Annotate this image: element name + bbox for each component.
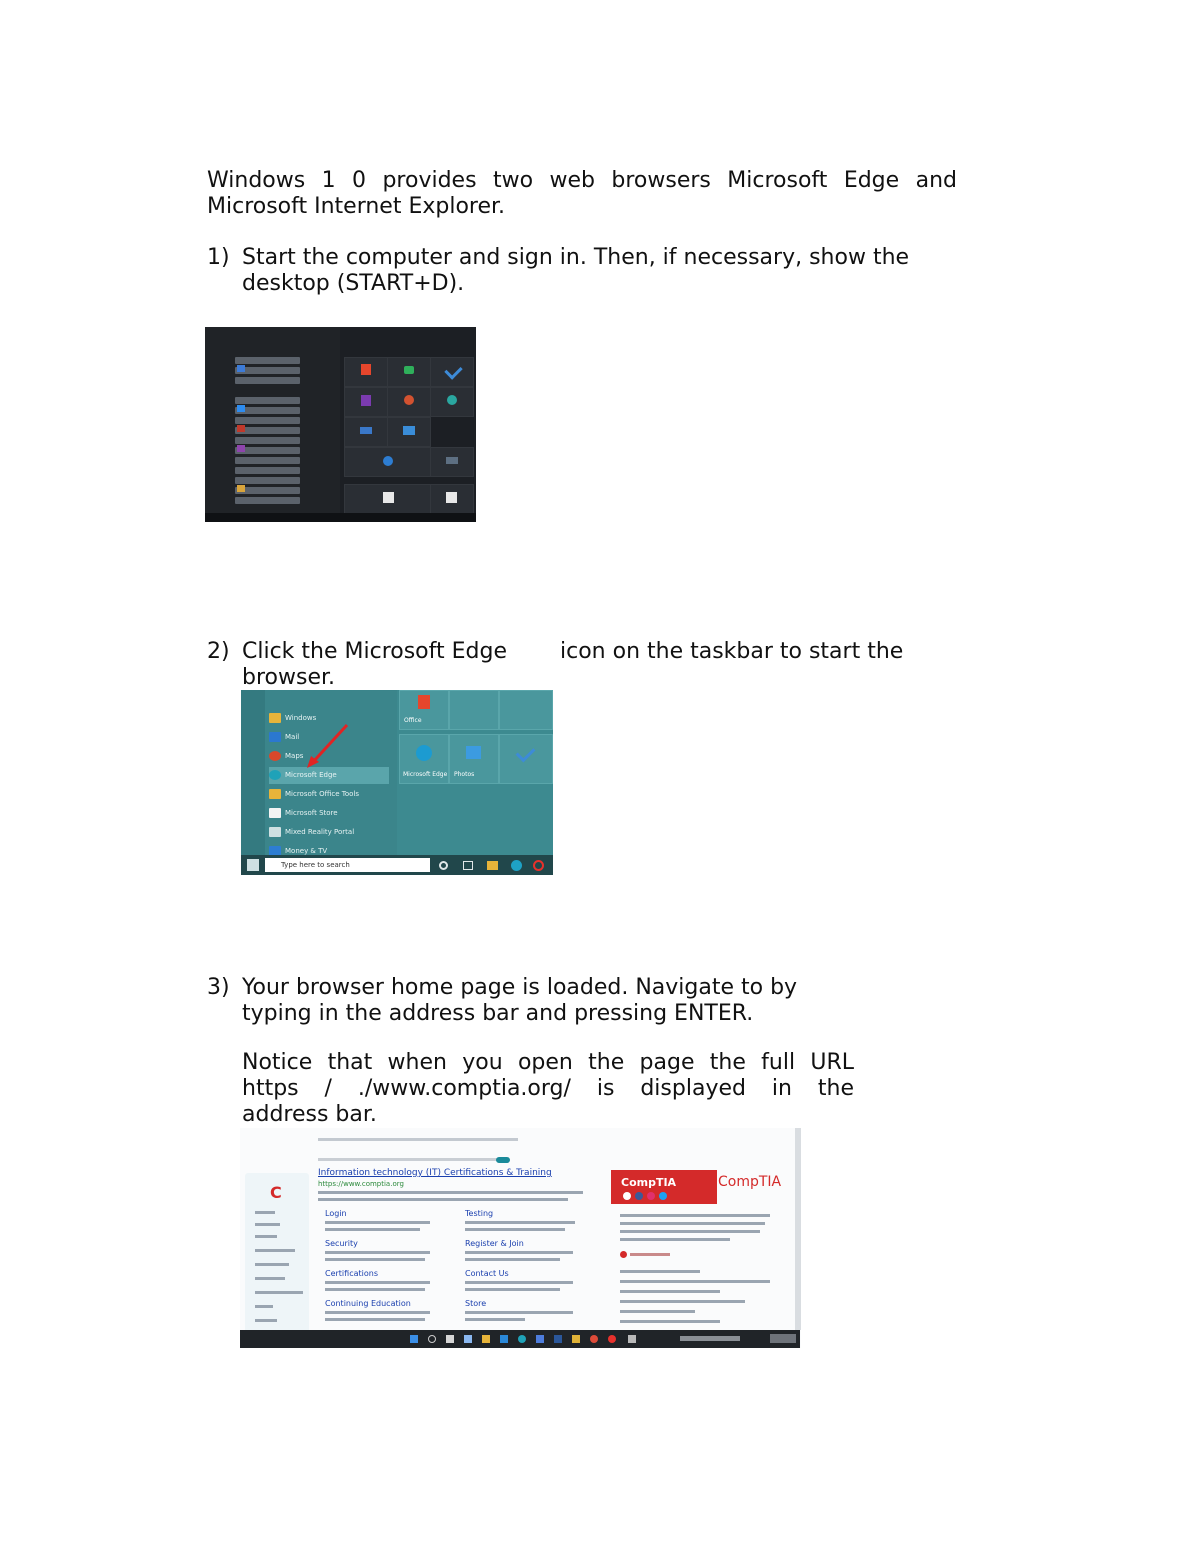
mail-tile[interactable] xyxy=(344,417,388,447)
panel-text xyxy=(620,1222,765,1225)
app-list-item xyxy=(235,477,300,484)
app-list-item[interactable]: Microsoft Store xyxy=(269,805,389,822)
folder-icon xyxy=(269,789,281,799)
task-view-icon[interactable] xyxy=(463,861,473,870)
opera-icon[interactable] xyxy=(533,860,544,871)
edge-taskbar-icon[interactable] xyxy=(518,1335,526,1343)
edge-tile[interactable]: Microsoft Edge xyxy=(399,734,449,784)
sidebar-link xyxy=(255,1263,289,1266)
sidebar-link xyxy=(255,1319,277,1322)
app-list-item xyxy=(235,397,300,404)
intro-line-2: Microsoft Internet Explorer. xyxy=(207,194,506,219)
todo-tile[interactable] xyxy=(499,734,553,784)
step-2-line-2: browser. xyxy=(242,665,335,690)
sidebar-link xyxy=(255,1305,273,1308)
app-icon[interactable] xyxy=(628,1335,636,1343)
sitelink[interactable]: Login xyxy=(325,1209,347,1218)
notice-line-2: https / ./www.comptia.org/ is displayed in the xyxy=(242,1076,854,1101)
notice-line-1: Notice that when you open the page the full URL xyxy=(242,1050,854,1075)
toggle[interactable] xyxy=(496,1157,510,1163)
panel-text xyxy=(620,1300,745,1303)
step-1-number: 1) xyxy=(207,245,230,270)
app-tile[interactable] xyxy=(430,447,474,477)
app-tile[interactable] xyxy=(430,484,474,514)
movies-tile[interactable] xyxy=(344,447,431,477)
scrollbar[interactable] xyxy=(795,1128,801,1330)
result-snippet xyxy=(318,1198,568,1201)
panel-text xyxy=(620,1290,720,1293)
notice-line-3: address bar. xyxy=(242,1102,377,1127)
sitelink-snippet xyxy=(325,1221,430,1224)
sidebar-panel xyxy=(245,1173,309,1333)
sitelink-snippet xyxy=(325,1288,425,1291)
results-count xyxy=(318,1158,498,1161)
folder-icon xyxy=(269,713,281,723)
app-list-item[interactable]: Windows xyxy=(269,710,389,727)
taskbar-search-input[interactable]: Type here to search xyxy=(265,858,430,872)
app-list-item[interactable]: Microsoft Office Tools xyxy=(269,786,389,803)
taskbar xyxy=(240,1330,800,1348)
sitelink[interactable]: Continuing Education xyxy=(325,1299,411,1308)
result-title-link[interactable]: Information technology (IT) Certifications & Training xyxy=(318,1168,552,1178)
sitelink[interactable]: Certifications xyxy=(325,1269,378,1278)
sidebar-link xyxy=(255,1291,303,1294)
sidebar-link xyxy=(255,1277,285,1280)
site-favicon: C xyxy=(270,1183,282,1202)
app-list-item-edge[interactable]: Microsoft Edge xyxy=(269,767,389,784)
file-explorer-icon[interactable] xyxy=(482,1335,490,1343)
search-tabs xyxy=(318,1138,518,1141)
app-tile[interactable] xyxy=(499,690,553,730)
sitelink-snippet xyxy=(465,1288,560,1291)
edge-icon xyxy=(269,770,281,780)
clock xyxy=(770,1334,796,1343)
sitelink-snippet xyxy=(325,1258,425,1261)
windows-start-icon[interactable] xyxy=(410,1335,418,1343)
task-view-icon[interactable] xyxy=(446,1335,454,1343)
app-icon[interactable] xyxy=(572,1335,580,1343)
panel-text xyxy=(630,1253,670,1256)
panel-text xyxy=(620,1270,700,1273)
edge-start-menu-screenshot xyxy=(241,690,553,875)
app-tile[interactable] xyxy=(449,690,499,730)
app-list-item xyxy=(235,377,300,384)
panel-text xyxy=(620,1230,760,1233)
edge-tile[interactable] xyxy=(430,387,474,417)
sidebar-link xyxy=(255,1249,295,1252)
app-icon[interactable] xyxy=(500,1335,508,1343)
powerpoint-tile[interactable] xyxy=(387,387,431,417)
file-explorer-icon[interactable] xyxy=(487,861,498,870)
app-list-item xyxy=(235,467,300,474)
app-list-item[interactable]: Money & TV xyxy=(269,843,389,855)
store-icon xyxy=(269,808,281,818)
store-tile[interactable] xyxy=(344,484,431,514)
maps-icon xyxy=(269,751,281,761)
wikipedia-icon xyxy=(620,1251,627,1258)
sitelink-snippet xyxy=(465,1258,560,1261)
sitelink-snippet xyxy=(465,1221,575,1224)
app-list-item[interactable]: Mail xyxy=(269,729,389,746)
social-icon[interactable] xyxy=(635,1192,643,1200)
sitelink[interactable]: Security xyxy=(325,1239,358,1248)
app-tile[interactable] xyxy=(387,357,431,387)
word-icon[interactable] xyxy=(554,1335,562,1343)
search-icon[interactable] xyxy=(428,1335,436,1343)
sitelink-snippet xyxy=(465,1281,573,1284)
step-3-line-1: Your browser home page is loaded. Navigate to by xyxy=(242,975,798,1000)
app-icon[interactable] xyxy=(536,1335,544,1343)
result-url[interactable]: https://www.comptia.org xyxy=(318,1180,404,1188)
step-1-line-2: desktop (START+D). xyxy=(242,271,465,296)
sitelink[interactable]: Register & Join xyxy=(465,1239,524,1248)
mixed-reality-icon xyxy=(269,827,281,837)
opera-icon[interactable] xyxy=(608,1335,616,1343)
sitelink-snippet xyxy=(465,1311,573,1314)
start-menu-screenshot xyxy=(205,327,476,522)
browser-search-screenshot xyxy=(240,1128,801,1348)
sitelink[interactable]: Contact Us xyxy=(465,1269,509,1278)
windows-start-icon[interactable] xyxy=(247,859,259,871)
sitelink[interactable]: Testing xyxy=(465,1209,494,1218)
step-2-line-1: Click the Microsoft Edge xyxy=(242,639,507,664)
sitelink-snippet xyxy=(465,1318,525,1321)
mail-icon xyxy=(269,732,281,742)
panel-text xyxy=(620,1280,770,1283)
sitelink-snippet xyxy=(325,1228,420,1231)
taskbar xyxy=(205,513,476,522)
app-icon xyxy=(237,445,245,452)
social-icon[interactable] xyxy=(647,1192,655,1200)
app-list-item xyxy=(235,497,300,504)
intro-line-1: Windows 1 0 provides two web browsers Microsoft Edge and xyxy=(207,168,957,193)
sitelink-snippet xyxy=(325,1281,430,1284)
comptia-brand: CompTIA xyxy=(718,1174,782,1190)
widgets-icon[interactable] xyxy=(464,1335,472,1343)
photos-tile[interactable] xyxy=(387,417,431,447)
red-arrow-icon xyxy=(301,722,351,772)
comptia-logo-tile: CompTIA xyxy=(611,1170,717,1204)
app-icon xyxy=(237,365,245,372)
app-list-item xyxy=(235,437,300,444)
step-3-line-2: typing in the address bar and pressing ENTER. xyxy=(242,1001,754,1026)
photos-tile[interactable]: Photos xyxy=(449,734,499,784)
app-list-item[interactable]: Mixed Reality Portal xyxy=(269,824,389,841)
app-list-item xyxy=(235,357,300,364)
sidebar-link xyxy=(255,1235,277,1238)
social-icon[interactable] xyxy=(623,1192,631,1200)
app-list-item xyxy=(235,457,300,464)
step-1-line-1: Start the computer and sign in. Then, if necessary, show the xyxy=(242,245,910,270)
panel-text xyxy=(620,1238,730,1241)
edge-taskbar-icon[interactable] xyxy=(511,860,522,871)
system-tray xyxy=(680,1336,740,1341)
chrome-icon[interactable] xyxy=(590,1335,598,1343)
sitelink-snippet xyxy=(465,1228,565,1231)
result-snippet xyxy=(318,1191,583,1194)
cortana-icon[interactable] xyxy=(439,861,448,870)
panel-text xyxy=(620,1310,695,1313)
sitelink-snippet xyxy=(325,1318,425,1321)
start-rail xyxy=(241,690,265,855)
sitelink[interactable]: Store xyxy=(465,1299,487,1308)
app-list-item xyxy=(235,417,300,424)
step-2-number: 2) xyxy=(207,639,230,664)
sitelink-snippet xyxy=(465,1251,573,1254)
onenote-tile[interactable] xyxy=(344,387,388,417)
sidebar-link xyxy=(255,1211,275,1214)
office-tile[interactable] xyxy=(344,357,388,387)
social-icon[interactable] xyxy=(659,1192,667,1200)
app-icon xyxy=(237,425,245,432)
office-tile[interactable]: Office xyxy=(399,690,449,730)
app-icon xyxy=(237,485,245,492)
step-3-number: 3) xyxy=(207,975,230,1000)
panel-text xyxy=(620,1214,770,1217)
panel-text xyxy=(620,1320,720,1323)
step-2-line-1-cont: icon on the taskbar to start the xyxy=(560,639,904,664)
sitelink-snippet xyxy=(325,1251,430,1254)
sidebar-link xyxy=(255,1223,280,1226)
app-list-item[interactable]: Maps xyxy=(269,748,389,765)
sitelink-snippet xyxy=(325,1311,430,1314)
app-icon xyxy=(237,405,245,412)
todo-tile[interactable] xyxy=(430,357,474,387)
